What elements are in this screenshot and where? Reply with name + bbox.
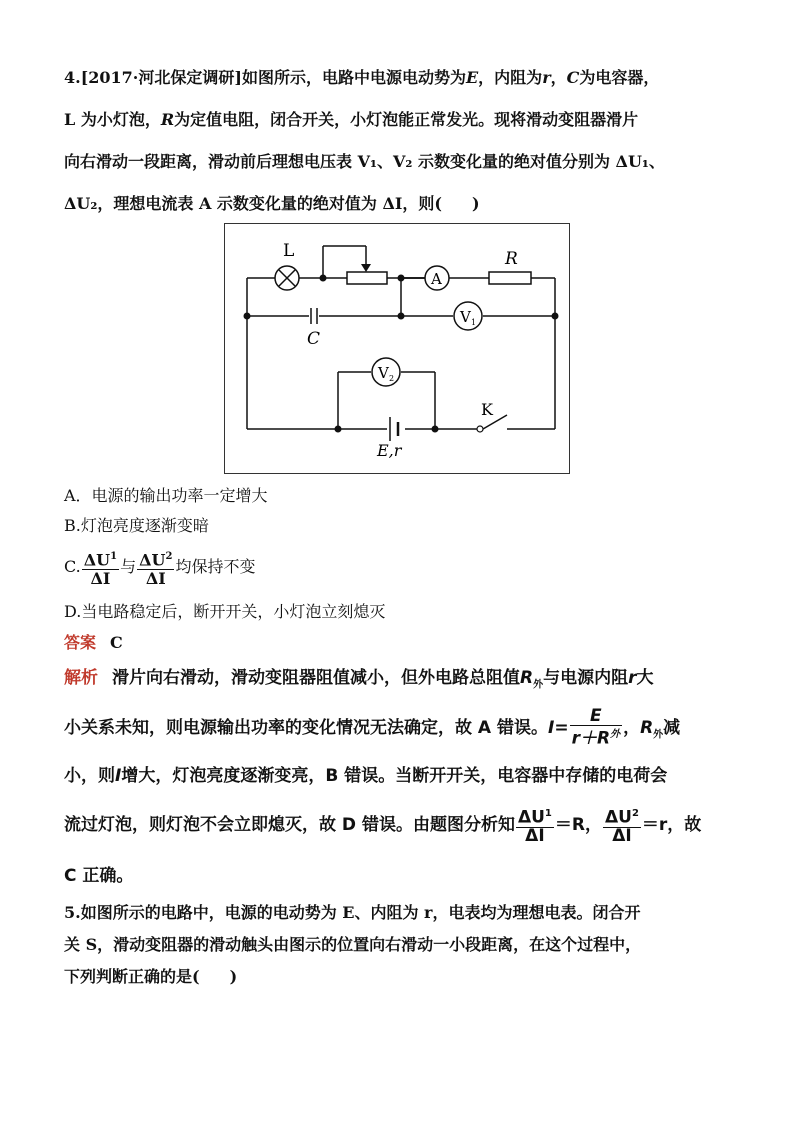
q4-text: ) [471,194,480,213]
analysis-line-1 [64,668,653,695]
answer-line [64,633,123,653]
frac-num: ΔU [83,550,111,570]
voltmeter1-label: V [460,308,471,326]
var-r: r [542,68,551,87]
equals-sign: = [554,718,569,738]
option-d: D.当电路稳定后，断开开关，小灯泡立刻熄灭 [64,602,386,621]
q4-text: ，内阻为 [478,68,543,87]
analysis-text: 滑片向右滑动，滑动变阻器阻值减小，但外电路总阻值 [112,668,520,688]
voltmeter2-label: V [378,364,389,382]
fraction-du2-di [603,805,641,845]
question-number: 4. [64,68,81,87]
q4-text: 为电容器， [579,68,660,87]
frac-den: ΔI [90,568,111,588]
analysis-line-5: C 正确。 [64,866,134,886]
frac-sup: 1 [110,551,118,563]
analysis-text: 与电源内阻 [543,668,629,688]
analysis-line-4 [64,803,701,847]
analysis-text: ， [623,718,641,738]
frac-sup: 外 [610,729,621,741]
subscript: 外 [653,729,664,741]
frac-den: ΔI [525,825,545,846]
voltmeter1-sub: 1 [471,318,477,327]
var-R: R [160,110,175,129]
q4-line-4 [64,194,480,214]
frac-den: ΔI [612,825,632,846]
lamp-label: L [283,241,295,261]
var-e: E [465,68,479,87]
option-c-suffix: 均保持不变 [175,557,256,576]
frac-den: r＋R [571,728,611,749]
q4-line-2 [64,110,638,130]
option-c-mid: 与 [120,557,137,576]
frac-num: ΔU [517,807,545,828]
option-c-prefix: C. [64,557,81,576]
q4-text: 为定值电阻，闭合开关，小灯泡能正常发光。现将滑动变阻器滑片 [174,110,639,129]
frac-sup: 2 [631,808,639,820]
analysis-line-2 [64,706,680,750]
var-r: r [628,668,637,688]
resistor-label: R [505,249,518,269]
source-label: E,r [377,441,402,460]
analysis-text: 大 [636,668,654,688]
ammeter-label: A [431,270,442,288]
q4-text: ΔU₂，理想电流表 A 示数变化量的绝对值为 ΔI，则( [64,194,442,213]
voltmeter2-sub: 2 [389,374,395,383]
q4-line-1 [64,68,659,88]
analysis-text: ＝r，故 [641,815,702,835]
circuit-svg [225,224,569,473]
circuit-diagram [224,223,570,474]
var-I: I [115,766,122,786]
fraction-du1-di [516,805,554,845]
analysis-text: 小关系未知，则电源输出功率的变化情况无法确定，故 A 错误。 [64,718,548,738]
fraction-current [570,708,622,748]
q5-line-1: 5.如图所示的电路中，电源的电动势为 E、内阻为 r，电表均为理想电表。闭合开 [64,903,641,922]
analysis-text: 流过灯泡，则灯泡不会立即熄灭，故 D 错误。由题图分析知 [64,815,515,835]
analysis-text: ＝R， [554,815,602,835]
q4-text: 如图所示，电路中电源电动势为 [241,68,466,87]
frac-num: ΔU [139,550,166,570]
fraction-du2-di [137,548,174,586]
q4-text: ， [550,68,567,87]
frac-den: ΔI [145,568,166,588]
frac-sup: 2 [165,551,173,563]
analysis-line-3 [64,766,667,786]
analysis-text: 减 [663,718,681,738]
frac-num: ΔU [604,807,632,828]
var-R: R [640,718,654,738]
fraction-du1-di [82,548,119,586]
analysis-text: 小，则 [64,766,115,786]
q4-line-3: 向右滑动一段距离，滑动前后理想电压表 V₁、V₂ 示数变化量的绝对值分别为 ΔU₁、 [64,152,665,171]
analysis-text: 增大，灯泡亮度逐渐变亮，B 错误。当断开开关，电容器中存储的电荷会 [121,766,668,786]
capacitor-label: C [307,329,321,349]
option-b: B.灯泡亮度逐渐变暗 [64,516,209,535]
frac-num: E [570,708,622,726]
subscript: 外 [533,679,544,691]
analysis-label: 解析 [64,668,98,688]
q4-text: L 为小灯泡， [64,110,161,129]
option-a: A．电源的输出功率一定增大 [64,486,268,505]
answer-label: 答案 [64,633,97,652]
answer-value: C [110,633,123,652]
var-R: R [520,668,534,688]
switch-label: K [481,400,493,419]
frac-sup: 1 [544,808,552,820]
var-c: C [566,68,580,87]
option-c [64,545,255,589]
q5-line-2: 关 S，滑动变阻器的滑动触头由图示的位置向右滑动一小段距离，在这个过程中， [64,935,642,954]
var-I: I [548,718,555,738]
q5-line-3 [64,967,237,987]
question-source: [2017·河北保定调研] [80,68,242,87]
q5-text: ) [229,967,238,986]
q5-text: 下列判断正确的是( [64,967,200,986]
